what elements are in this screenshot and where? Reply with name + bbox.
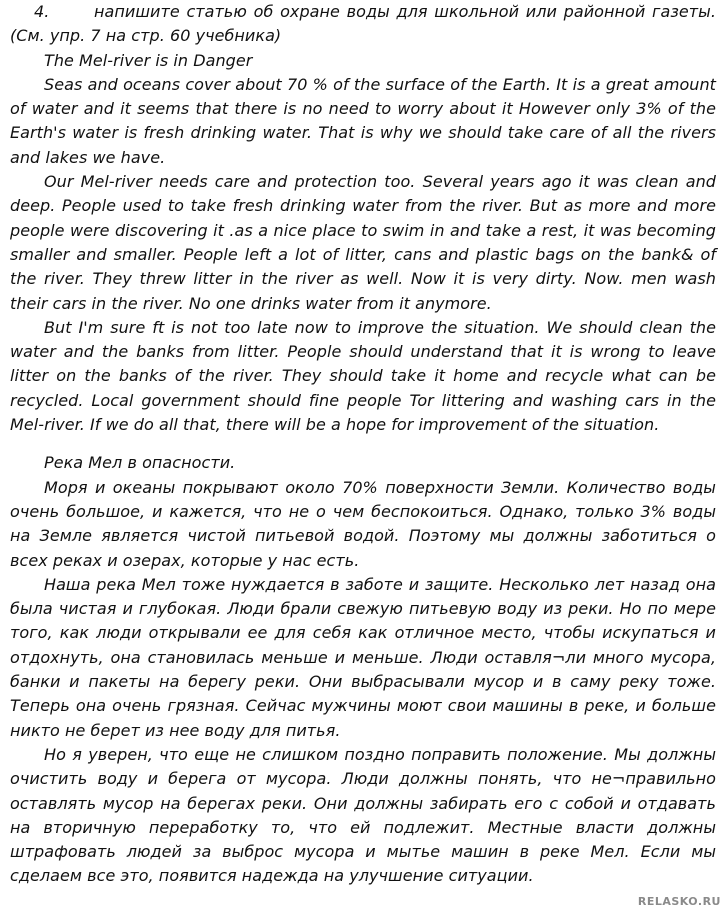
task-number: 4. bbox=[34, 2, 50, 21]
section-gap bbox=[10, 437, 716, 451]
english-paragraph-3: But I'm sure ft is not too late now to improve the situation. We should clean the water and the banks from litter. People should understand that it is wrong to leave litter on the banks of the river. They should take it home and recycle what can be recycled. Local government should fine people Tor littering and washing cars in the Mel-river. If we do all that, there will be a hope for improvement of the situation. bbox=[10, 317, 716, 435]
russian-paragraph-1: Моря и океаны покрывают около 70% поверхности Земли. Количество воды очень большое, и кажется, что не о чем беспокоиться. Однако, только 3% воды на Земле является чистой питьевой водой. Поэтому мы должны заботиться о всех реках и озерах, которые у нас есть. bbox=[10, 477, 716, 570]
english-title: The Mel-river is in Danger bbox=[44, 50, 253, 70]
russian-paragraph-3: Но я уверен, что еще не слишком поздно поправить положение. Мы должны очистить воду и берега от мусора. Люди должны понять, что не¬правильно оставлять мусор на берегах реки. Они должны забирать его с собой и отдавать на вторичную переработку то, что ей подлежит. Местные власти должны штрафовать людей за выброс мусора и мытье машин в реке Мел. Если мы сделаем все это, появится надежда на улучшение ситуации. bbox=[10, 744, 716, 886]
site-watermark: RELASKO.RU bbox=[635, 894, 724, 909]
english-paragraph-2: Our Mel-river needs care and protection too. Several years ago it was clean and deep. People used to take fresh drinking water from the river. But as more and more people were discovering it .as a nice place to swim in and take a rest, it was becoming smaller and smaller. People left a lot of litter, cans and plastic bags on the bank& of the river. They threw litter in the river as well. Now it is very dirty. Now. men wash their cars in the river. No one drinks water from it anymore. bbox=[10, 172, 716, 313]
task-instruction bbox=[10, 0, 716, 49]
russian-title: Река Мел в опасности. bbox=[44, 453, 236, 473]
english-paragraph-1: Seas and oceans cover about 70 % of the surface of the Earth. It is a great amount of water and it seems that there is no need to worry about it However only 3% of the Earth's water is fresh drinking water. That is why we should take care of all the rivers and lakes we have. bbox=[10, 74, 716, 167]
task-text: напишите статью об охране воды для школьной или районной газеты. (См. упр. 7 на стр. 60 учебника) bbox=[10, 2, 716, 46]
russian-paragraph-2: Наша река Мел тоже нуждается в заботе и защите. Несколько лет назад она была чистая и глубокая. Люди брали свежую питьевую воду из реки. Но по мере того, как люди открывали ее для себя как отличное место, чтобы искупаться и отдохнуть, она становилась меньше и меньше. Люди оставля¬ли много мусора, банки и пакеты на берегу реки. Они выбрасывали мусор и в саму реку тоже. Теперь она очень грязная. Сейчас мужчины моют свои машины в реке, и больше никто не берет из нее воду для питья. bbox=[10, 574, 716, 740]
document-page bbox=[10, 0, 716, 911]
